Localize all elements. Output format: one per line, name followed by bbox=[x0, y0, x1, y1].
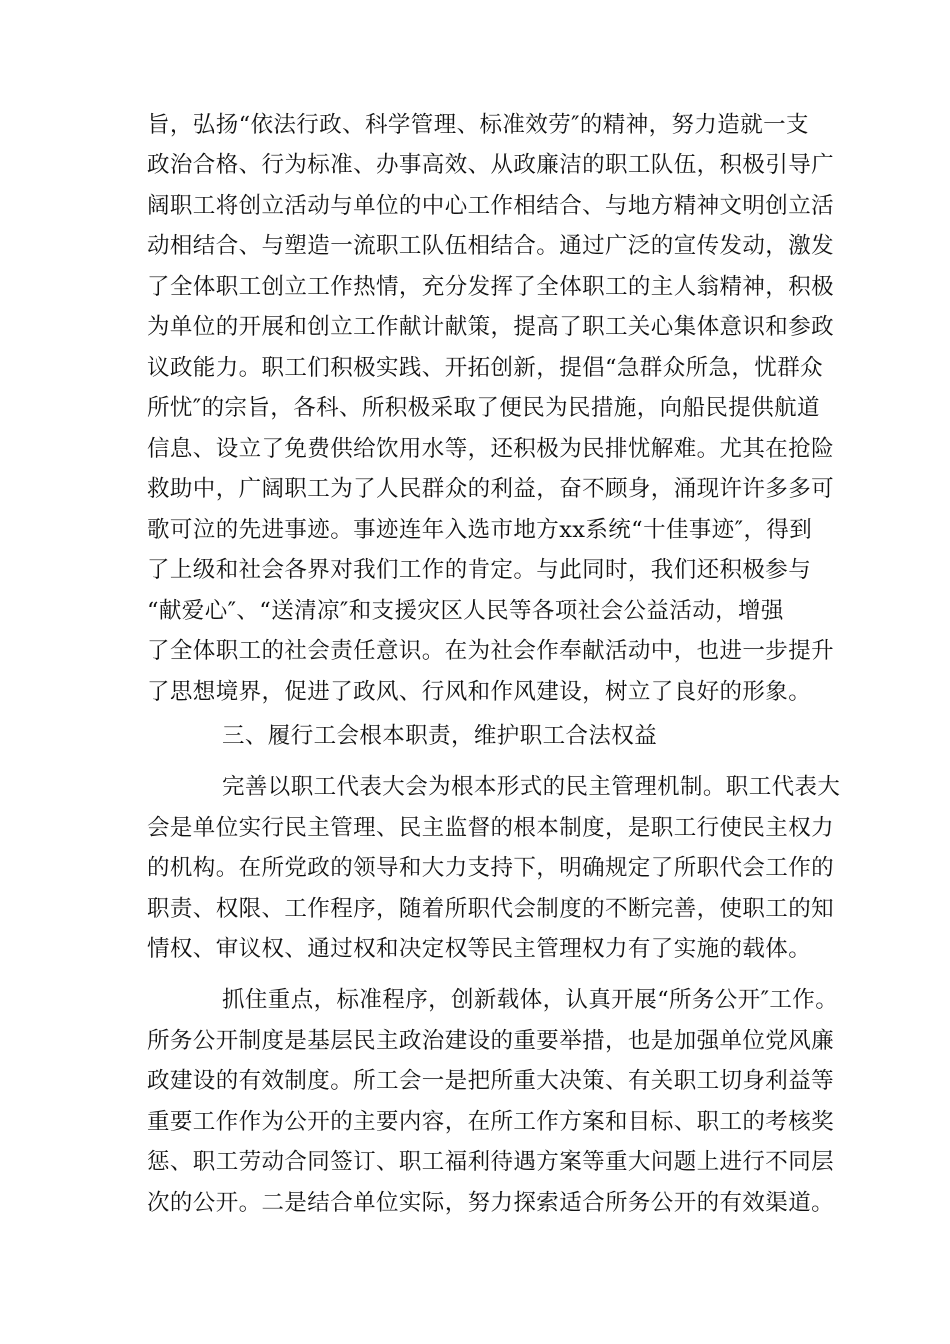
body-line: 惩、职工劳动合同签订、职工福利待遇方案等重大问题上进行不同层 bbox=[147, 1149, 835, 1175]
body-line: 为单位的开展和创立工作献计献策，提高了职工关心集体意识和参政 bbox=[147, 314, 835, 340]
body-line: 完善以职工代表大会为根本形式的民主管理机制。职工代表大 bbox=[222, 774, 841, 800]
body-line: 所忧″的宗旨，各科、所积极采取了便民为民措施，向船民提供航道 bbox=[147, 395, 820, 421]
body-line: 阔职工将创立活动与单位的中心工作相结合、与地方精神文明创立活 bbox=[147, 193, 835, 219]
body-line: 旨，弘扬“依法行政、科学管理、标准效劳″的精神，努力造就一支 bbox=[147, 112, 809, 138]
body-line: “献爱心″、“送清凉″和支援灾区人民等各项社会公益活动，增强 bbox=[147, 598, 784, 624]
body-line: 重要工作作为公开的主要内容，在所工作方案和目标、职工的考核奖 bbox=[147, 1109, 835, 1135]
body-line: 情权、审议权、通过权和决定权等民主管理权力有了实施的载体。 bbox=[147, 936, 812, 962]
body-line: 了思想境界，促进了政风、行风和作风建设，树立了良好的形象。 bbox=[147, 679, 812, 705]
body-line: 次的公开。二是结合单位实际，努力探索适合所务公开的有效渠道。 bbox=[147, 1190, 835, 1216]
body-line: 抓住重点，标准程序，创新载体，认真开展“所务公开″工作。 bbox=[222, 987, 839, 1013]
body-line: 政治合格、行为标准、办事高效、从政廉洁的职工队伍，积极引导广 bbox=[147, 152, 835, 178]
body-line: 了全体职工创立工作热情，充分发挥了全体职工的主人翁精神，积极 bbox=[147, 274, 835, 300]
body-line: 政建设的有效制度。所工会一是把所重大决策、有关职工切身利益等 bbox=[147, 1068, 835, 1094]
body-line: 职责、权限、工作程序，随着所职代会制度的不断完善，使职工的知 bbox=[147, 896, 835, 922]
body-line: 动相结合、与塑造一流职工队伍相结合。通过广泛的宣传发动，激发 bbox=[147, 233, 835, 259]
body-line: 会是单位实行民主管理、民主监督的根本制度，是职工行使民主权力 bbox=[147, 815, 835, 841]
body-line: 救助中，广阔职工为了人民群众的利益，奋不顾身，涌现许许多多可 bbox=[147, 476, 835, 502]
body-line: 了上级和社会各界对我们工作的肯定。与此同时，我们还积极参与 bbox=[147, 557, 812, 583]
body-line: 信息、设立了免费供给饮用水等，还积极为民排忧解难。尤其在抢险 bbox=[147, 436, 835, 462]
body-line: 了全体职工的社会责任意识。在为社会作奉献活动中，也进一步提升 bbox=[147, 638, 835, 664]
section-heading: 三、履行工会根本职责，维护职工合法权益 bbox=[222, 723, 658, 749]
body-line: 所务公开制度是基层民主政治建设的重要举措，也是加强单位党风廉 bbox=[147, 1028, 835, 1054]
body-line: 歌可泣的先进事迹。事迹连年入选市地方xx系统“十佳事迹″，得到 bbox=[147, 517, 813, 543]
body-line: 的机构。在所党政的领导和大力支持下，明确规定了所职代会工作的 bbox=[147, 855, 835, 881]
body-line: 议政能力。职工们积极实践、开拓创新，提倡“急群众所急，忧群众 bbox=[147, 355, 824, 381]
